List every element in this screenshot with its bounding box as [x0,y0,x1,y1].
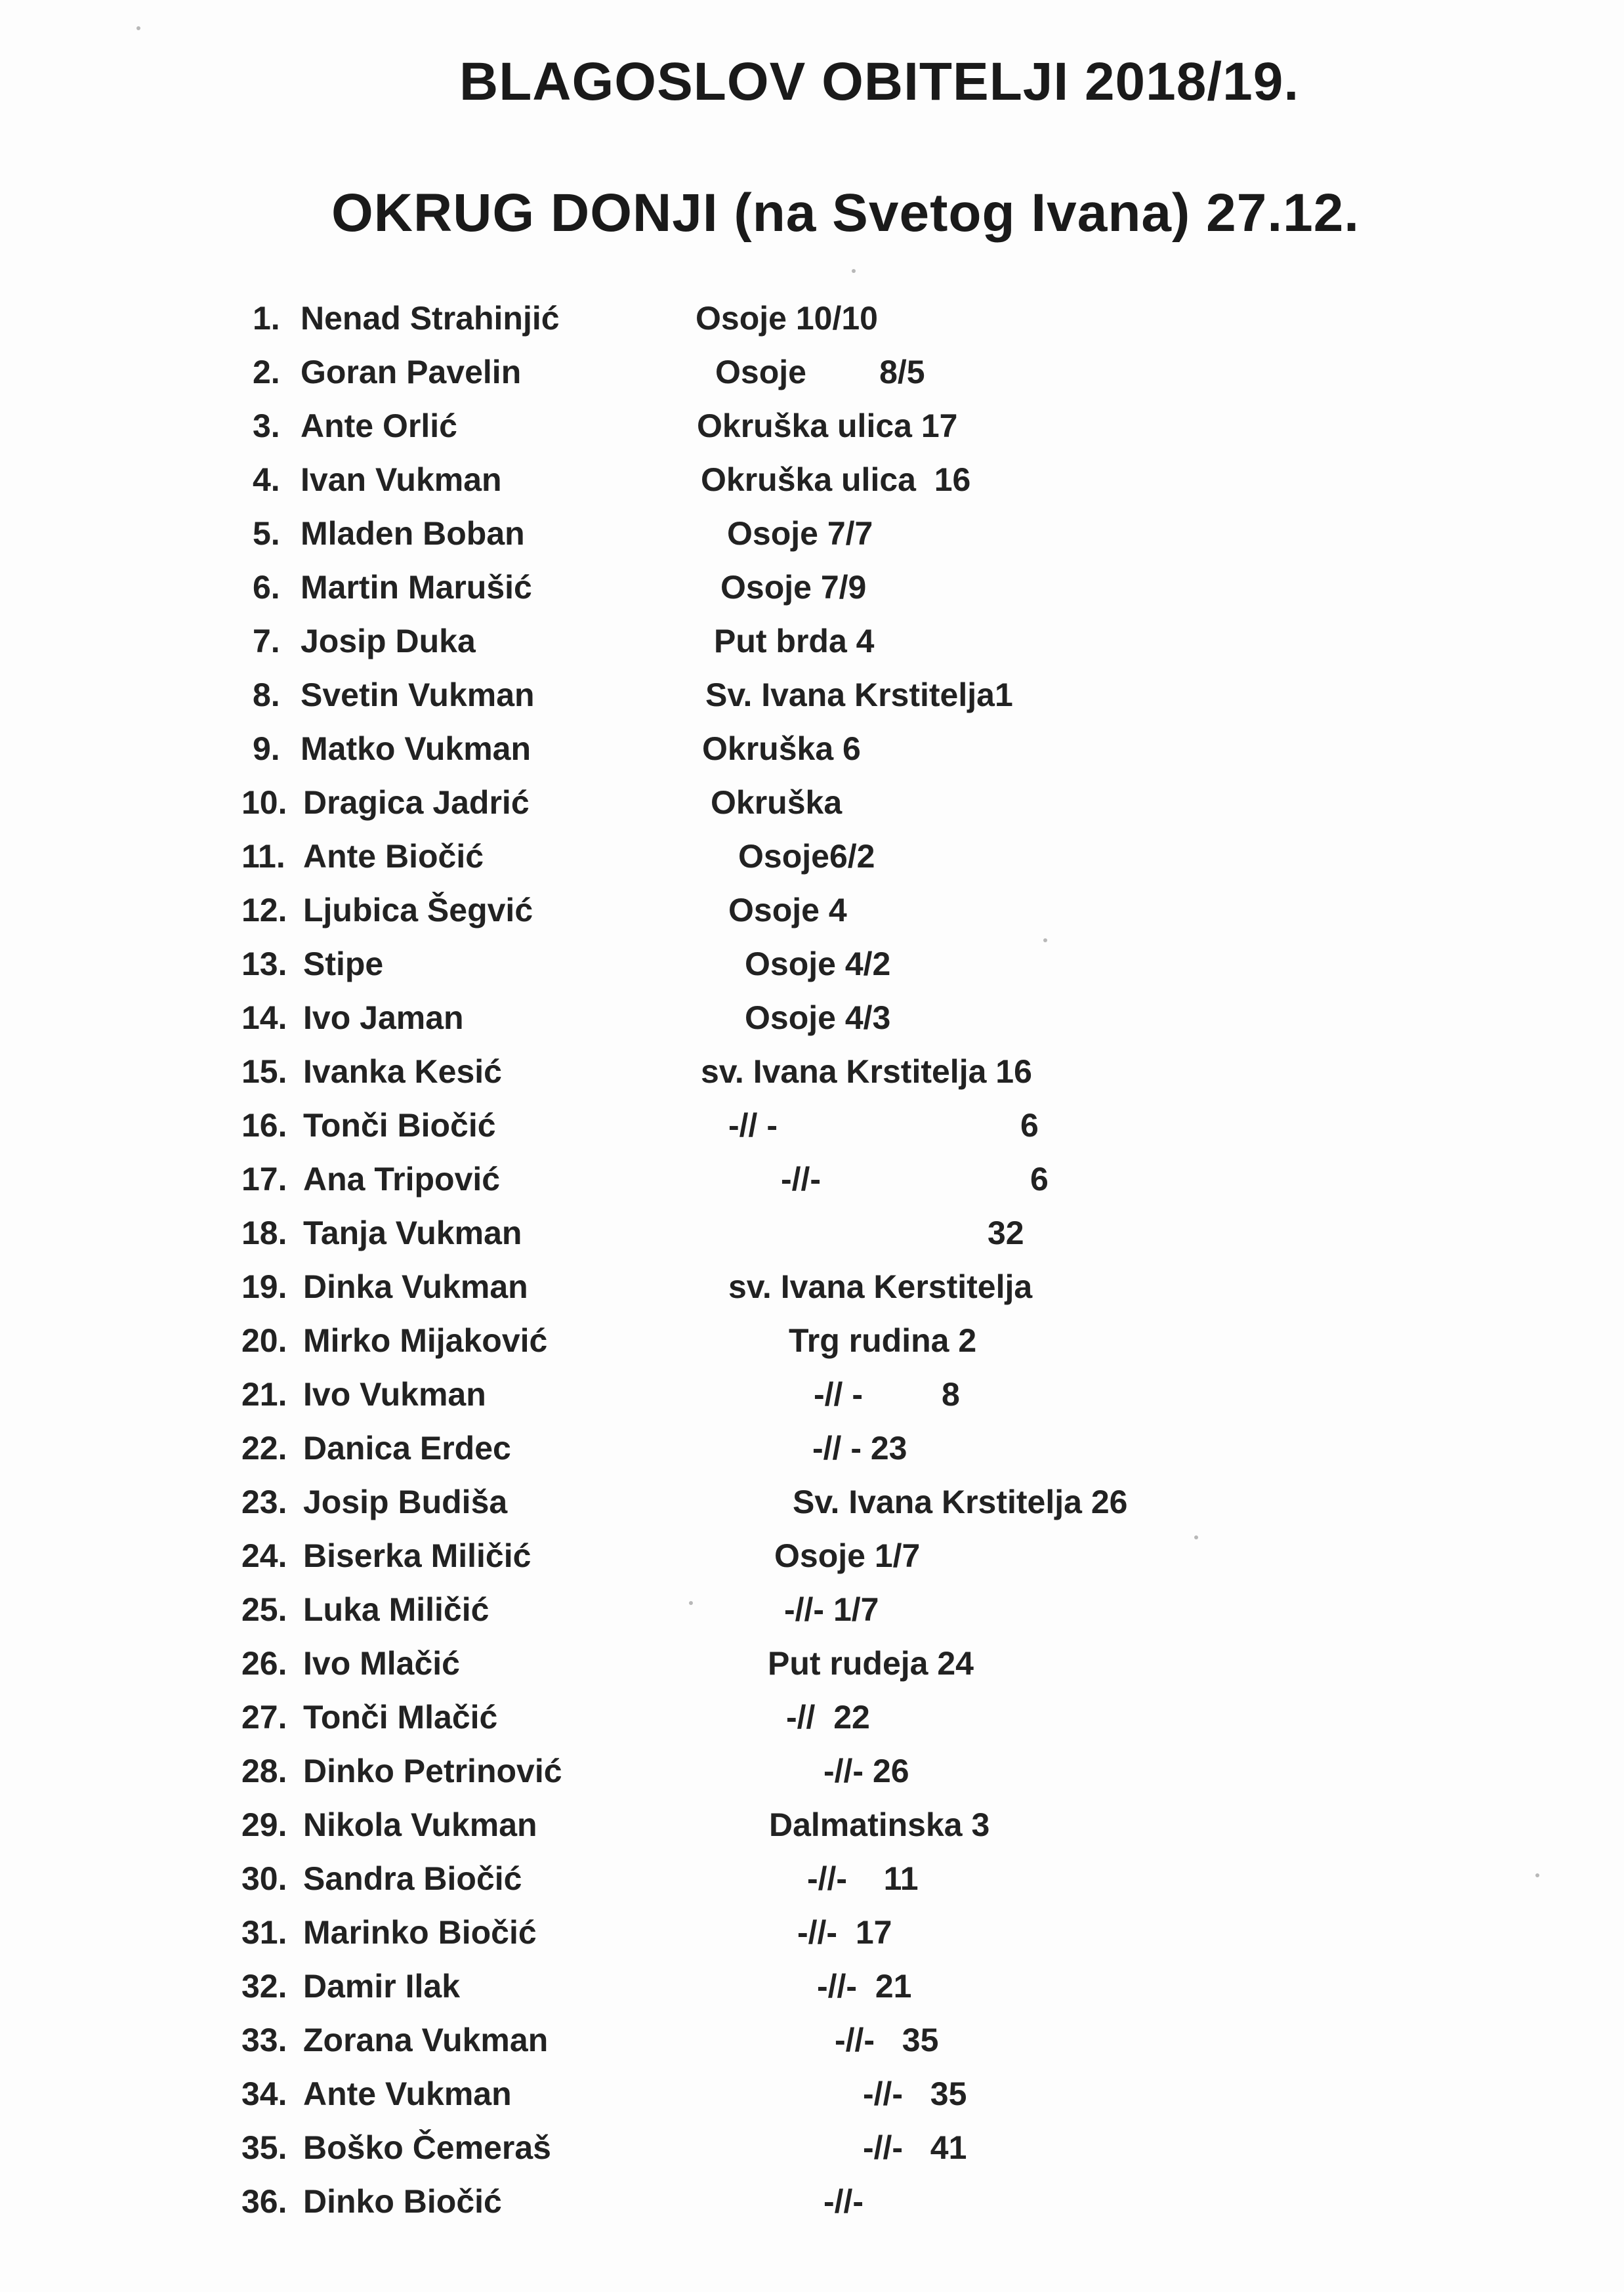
entry-number: 7. [253,623,280,659]
entry-name: Biserka Miličić [303,1537,531,1574]
entry-name: Zorana Vukman [303,2022,549,2058]
entry-number: 31. [241,1914,287,1951]
entry-number: 35. [241,2129,287,2166]
entry-number: 2. [253,354,280,390]
entry-number: 8. [253,677,280,713]
entry-number: 23. [241,1484,287,1520]
entry-number: 10. [241,784,287,821]
entry-number: 33. [241,2022,287,2058]
entry-name: Matko Vukman [301,730,531,767]
list-item [0,1213,1624,1266]
list-item [0,568,1624,620]
entry-name: Ante Vukman [303,2075,512,2112]
entry-address: Okruška ulica 17 [697,407,958,444]
document-title: BLAGOSLOV OBITELJI 2018/19. [459,52,1300,112]
list-item [0,1106,1624,1158]
entry-name: Dragica Jadrić [303,784,530,821]
entry-number: 12. [241,892,287,928]
entry-name: Ivo Vukman [303,1376,486,1413]
document-subtitle: OKRUG DONJI (na Svetog Ivana) 27.12. [331,183,1360,243]
scan-speck [852,269,856,273]
list-item [0,299,1624,351]
entry-name: Ivo Jaman [303,999,464,1036]
entry-name: Mladen Boban [301,515,525,552]
entry-name: Tanja Vukman [303,1215,522,1251]
list-item [0,837,1624,889]
entry-number: 19. [241,1268,287,1305]
entry-number: 28. [241,1753,287,1789]
entry-address: Osoje 4/3 [745,999,891,1036]
entry-name: Boško Čemeraš [303,2129,551,2166]
list-item [0,1267,1624,1320]
entry-address: Dalmatinska 3 [769,1806,990,1843]
entry-address: -// - 23 [812,1430,907,1467]
entry-name: Ante Biočić [303,838,484,875]
scan-speck [136,26,140,30]
entry-number: 17. [241,1161,287,1198]
entry-name: Dinko Biočić [303,2183,502,2220]
entry-number: 4. [253,461,280,498]
entry-address: -//- [781,1161,822,1198]
list-item [0,514,1624,566]
entry-number: 21. [241,1376,287,1413]
entry-number: 36. [241,2183,287,2220]
list-item [0,621,1624,674]
entry-number: 14. [241,999,287,1036]
list-item [0,1644,1624,1696]
entry-name: Sandra Biočić [303,1860,522,1897]
entry-number: 16. [241,1107,287,1144]
entry-address: Osoje 4 [728,892,847,928]
list-item [0,2020,1624,2073]
entry-address: Sv. Ivana Krstitelja 26 [793,1484,1128,1520]
entry-name: Luka Miličić [303,1591,489,1628]
list-item [0,1428,1624,1481]
list-item [0,2074,1624,2127]
entry-name: Ljubica Šegvić [303,892,533,928]
entry-address: Osoje 7/7 [727,515,873,552]
entry-name: Danica Erdec [303,1430,511,1467]
scan-speck [689,1601,693,1605]
entry-name: Ante Orlić [301,407,457,444]
entry-house-number: 8 [942,1376,960,1413]
entry-address: -// - [728,1107,778,1144]
entry-address: Osoje6/2 [738,838,875,875]
entry-name: Josip Duka [301,623,476,659]
entry-name: Tonči Mlačić [303,1699,498,1736]
entry-number: 15. [241,1053,287,1090]
entry-number: 1. [253,300,280,337]
list-item [0,944,1624,997]
list-item [0,352,1624,405]
list-item [0,1751,1624,1804]
list-item [0,1536,1624,1589]
list-item [0,783,1624,835]
entry-address: -//- 41 [863,2129,967,2166]
list-item [0,998,1624,1051]
entry-house-number: 6 [1020,1107,1039,1144]
entry-number: 6. [253,569,280,606]
list-item [0,406,1624,459]
entry-address: -//- 21 [817,1968,912,2005]
entry-number: 18. [241,1215,287,1251]
entry-number: 11. [241,838,285,875]
entry-name: Goran Pavelin [301,354,522,390]
entry-address: Put rudeja 24 [768,1645,974,1682]
entry-number: 3. [253,407,280,444]
scan-speck [1194,1535,1198,1539]
list-item [0,2128,1624,2180]
list-item [0,1590,1624,1642]
entry-address: Okruška ulica 16 [701,461,971,498]
list-item [0,729,1624,781]
entry-name: Dinko Petrinović [303,1753,562,1789]
list-item [0,460,1624,512]
entry-number: 34. [241,2075,287,2112]
entry-number: 29. [241,1806,287,1843]
entry-name: Ivo Mlačić [303,1645,460,1682]
entry-name: Ivanka Kesić [303,1053,502,1090]
entry-address: -//- 26 [823,1753,909,1789]
entry-address: -// 22 [786,1699,870,1736]
entry-number: 20. [241,1322,287,1359]
entry-address: Sv. Ivana Krstitelja1 [705,677,1013,713]
entry-address: Put brda 4 [714,623,875,659]
list-item [0,1482,1624,1535]
entry-name: Nikola Vukman [303,1806,537,1843]
entry-address: -//- 11 [807,1860,919,1897]
entry-number: 9. [253,730,280,767]
list-item [0,1967,1624,2019]
entry-name: Nenad Strahinjić [301,300,560,337]
entry-name: Damir Ilak [303,1968,461,2005]
entry-name: Ana Tripović [303,1161,501,1198]
entry-house-number: 6 [1030,1161,1049,1198]
entry-address: -//- 35 [863,2075,967,2112]
list-item [0,1698,1624,1750]
list-item [0,1913,1624,1965]
list-item [0,1859,1624,1911]
entry-name: Martin Marušić [301,569,532,606]
entry-name: Marinko Biočić [303,1914,537,1951]
entry-name: Stipe [303,946,384,982]
entry-address: Osoje 7/9 [720,569,867,606]
scan-speck [1043,938,1047,942]
entry-address: sv. Ivana Krstitelja 16 [701,1053,1032,1090]
entry-name: Tonči Biočić [303,1107,496,1144]
entry-number: 27. [241,1699,287,1736]
list-item [0,1159,1624,1212]
entry-address: -// - [814,1376,863,1413]
list-item [0,1805,1624,1858]
entry-address: Trg rudina 2 [789,1322,977,1359]
scan-speck [1535,1873,1539,1877]
entry-house-number: 32 [988,1215,1024,1251]
list-item [0,1321,1624,1373]
entry-number: 30. [241,1860,287,1897]
entry-address: -//- 17 [797,1914,892,1951]
entry-address: -//- 35 [835,2022,939,2058]
entry-number: 32. [241,1968,287,2005]
entry-number: 22. [241,1430,287,1467]
entry-address: sv. Ivana Kerstitelja [728,1268,1033,1305]
entry-address: Osoje 10/10 [696,300,878,337]
entry-address: Okruška 6 [702,730,861,767]
entry-name: Josip Budiša [303,1484,508,1520]
entry-address: Okruška [711,784,843,821]
entry-name: Svetin Vukman [301,677,535,713]
entry-number: 5. [253,515,280,552]
list-item [0,1375,1624,1427]
entry-name: Mirko Mijaković [303,1322,548,1359]
entry-address: -//- [823,2183,864,2220]
entry-number: 13. [241,946,287,982]
entry-number: 25. [241,1591,287,1628]
list-item [0,2182,1624,2234]
entry-number: 26. [241,1645,287,1682]
entry-number: 24. [241,1537,287,1574]
list-item [0,675,1624,728]
entry-address: Osoje 4/2 [745,946,891,982]
entry-name: Dinka Vukman [303,1268,528,1305]
list-item [0,890,1624,943]
entry-address: Osoje 8/5 [715,354,925,390]
list-item [0,1052,1624,1104]
entry-name: Ivan Vukman [301,461,502,498]
entry-address: -//- 1/7 [784,1591,879,1628]
entry-address: Osoje 1/7 [774,1537,921,1574]
